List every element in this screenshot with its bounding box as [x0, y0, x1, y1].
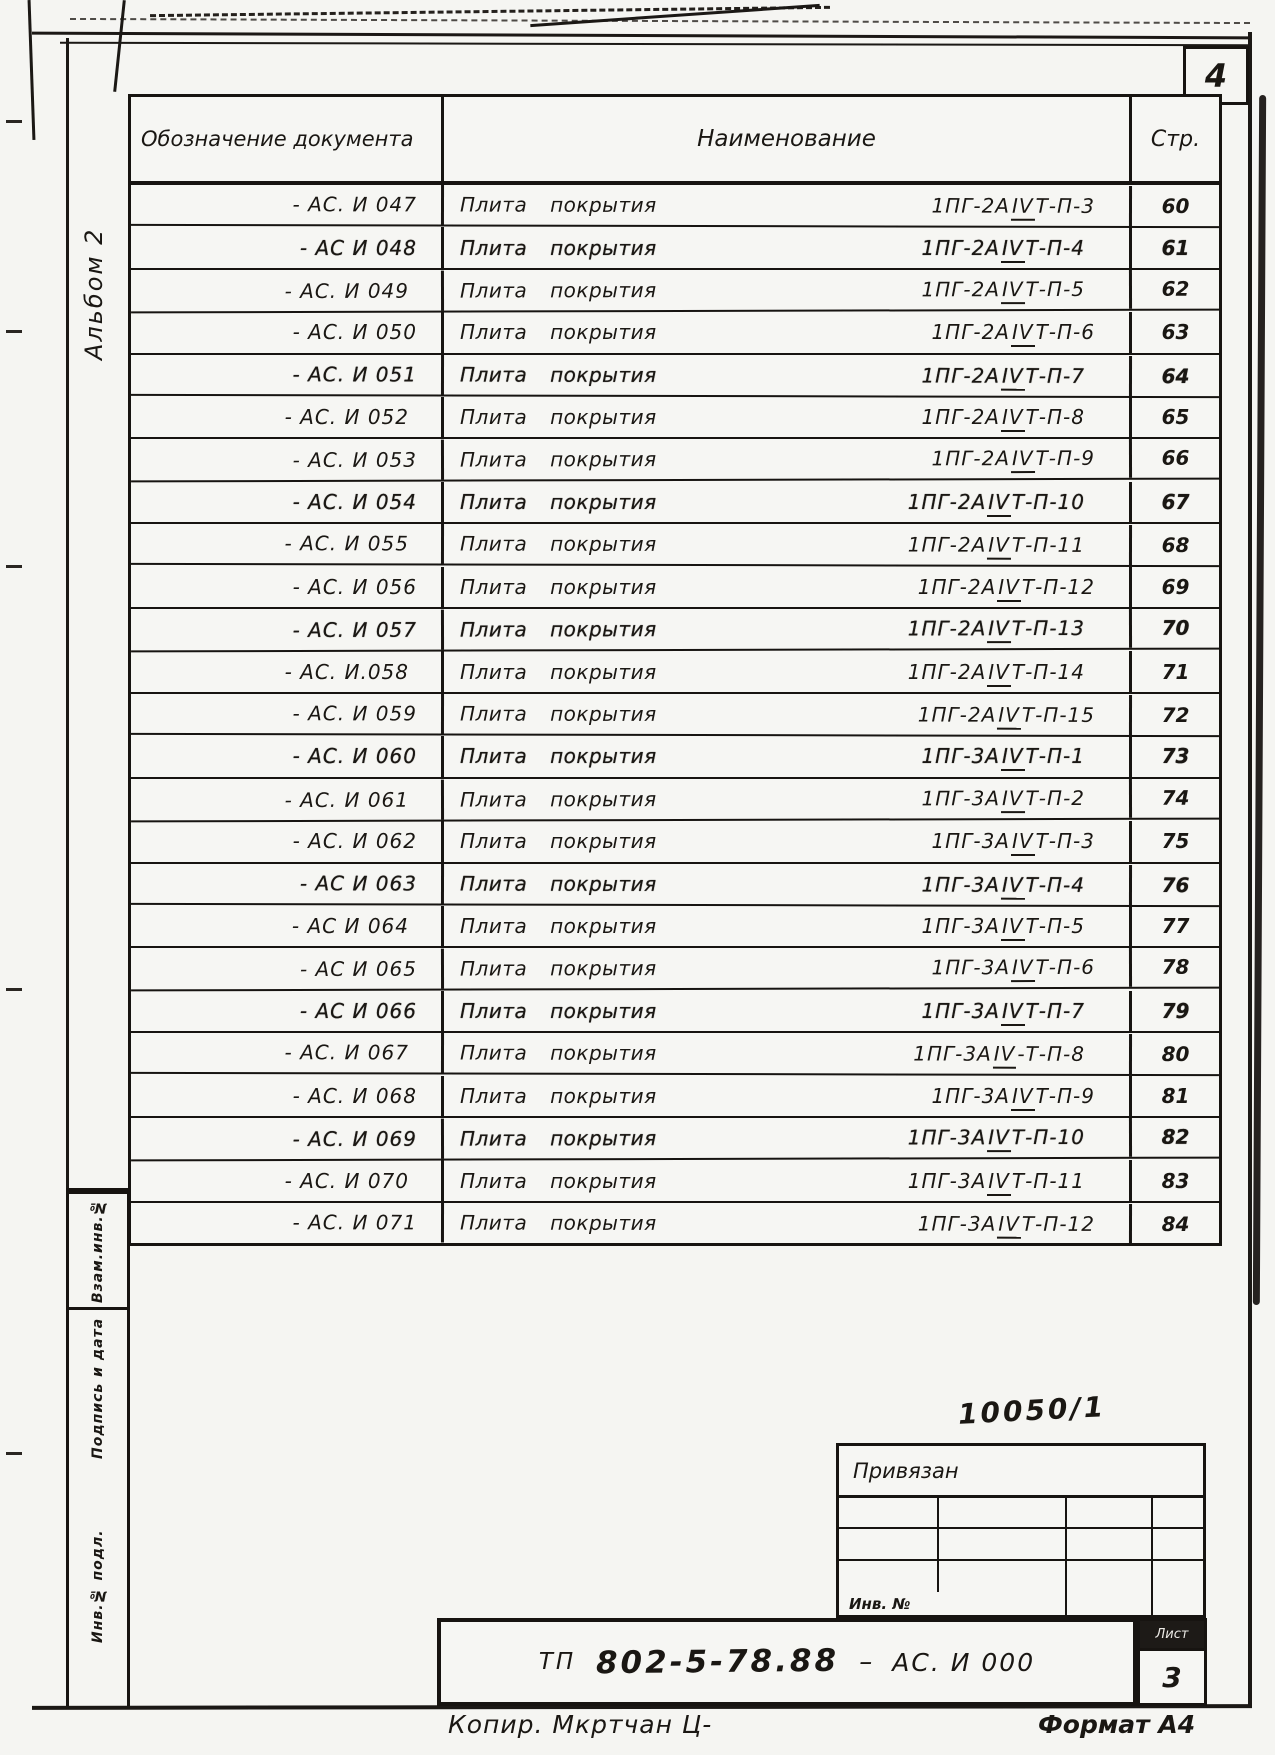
slab-code: 1ПГ-3АIVТ-П-12 — [918, 1211, 1095, 1235]
cell-name — [444, 312, 1132, 352]
cell-name — [444, 185, 1132, 227]
slab-name: Плита покрытия — [460, 998, 657, 1023]
table-row — [131, 268, 1219, 313]
cell-name — [444, 777, 1132, 819]
binding-grid-cell — [939, 1561, 1067, 1592]
footer-copier-note: Копир. Мкртчан Ц- — [448, 1710, 713, 1739]
cell-page: 69 — [1161, 574, 1190, 599]
slab-code: 1ПГ-2АIVТ-П-3 — [931, 194, 1095, 218]
cell-page: 64 — [1161, 363, 1190, 388]
title-doc-number: АС. И 000 — [892, 1647, 1036, 1677]
cell-name — [444, 693, 1132, 735]
slab-code: 1ПГ-3АIVТ-П-6 — [931, 955, 1095, 979]
roman-numeral: IV — [987, 1125, 1011, 1152]
slab-name: Плита покрытия — [459, 1210, 657, 1235]
cell-name — [444, 1076, 1132, 1116]
roman-numeral: IV — [987, 533, 1011, 560]
cell-page: 75 — [1161, 829, 1190, 854]
table-row — [131, 184, 1219, 229]
slab-name: Плита покрытия — [460, 1083, 657, 1108]
binding-grid-cell — [839, 1561, 939, 1592]
table-row — [131, 651, 1219, 693]
roman-numeral: IV — [1001, 277, 1025, 304]
cell-designation: - АС. И 068 — [131, 1076, 444, 1116]
table-row — [131, 482, 1219, 524]
roman-numeral: IV — [1011, 320, 1035, 347]
sheet-number: 3 — [1162, 1660, 1182, 1694]
roman-numeral: IV — [1001, 744, 1025, 771]
binding-grid-cell — [839, 1498, 939, 1529]
cell-page: 76 — [1161, 872, 1190, 897]
cell-name — [444, 482, 1132, 522]
stamp-column — [66, 1188, 130, 1706]
slab-name: Плита покрытия — [459, 617, 657, 642]
table-row — [131, 1160, 1219, 1202]
table-row — [131, 227, 1219, 269]
cell-name — [444, 1117, 1132, 1159]
table-row — [131, 608, 1219, 653]
cell-designation: - АС И 065 — [131, 949, 444, 990]
stamp-cell: Взам.инв.№ — [69, 1191, 127, 1307]
binding-box — [836, 1443, 1206, 1618]
cell-page: 79 — [1161, 998, 1190, 1023]
slab-code: 1ПГ-2А IV Т-П-8 — [921, 405, 1085, 429]
document-index-table — [128, 94, 1222, 1246]
slab-code: 1ПГ-3А IV Т-П-5 — [921, 914, 1085, 938]
cell-name — [444, 651, 1132, 691]
table-row — [131, 438, 1219, 483]
sheet-number-box — [1137, 1618, 1207, 1706]
binding-grid-cell — [939, 1529, 1067, 1560]
slab-code: 1ПГ-2А IV Т-П-4 — [921, 236, 1085, 260]
cell-page: 74 — [1161, 785, 1190, 810]
slab-name: Плита покрытия — [459, 362, 657, 387]
binding-grid-cell — [1153, 1529, 1203, 1560]
binding-inv-label: Инв. № — [839, 1592, 1067, 1615]
cell-page: 66 — [1161, 446, 1190, 471]
table-row — [131, 1032, 1219, 1077]
header-cell-designation: Обозначение документа — [131, 97, 444, 181]
frame-line-top-b — [60, 42, 1252, 46]
cell-designation: - АС. И 067 — [131, 1032, 444, 1073]
roman-numeral: IV — [1011, 956, 1035, 983]
table-row — [131, 947, 1219, 992]
stamp-cell: Инв.№ подл. — [90, 1529, 106, 1644]
table-row — [131, 821, 1219, 863]
edge-mark — [6, 988, 22, 991]
slab-code: 1ПГ-2А IV Т-П-12 — [918, 575, 1095, 599]
slab-code: 1ПГ-2А IV Т-П-6 — [931, 320, 1095, 344]
binding-grid-cell — [1153, 1498, 1203, 1529]
cell-name — [444, 438, 1132, 480]
cell-designation: - АС И 063 — [131, 862, 444, 903]
slab-code: 1ПГ-3А IV Т-П-1 — [921, 744, 1085, 768]
slab-code: 1ПГ-3А IV Т-П-7 — [921, 999, 1085, 1023]
roman-numeral: IV — [1001, 872, 1025, 899]
cell-page: 83 — [1161, 1168, 1190, 1193]
slab-code: 1ПГ-2А IV Т-П-10 — [908, 490, 1085, 514]
roman-numeral: IV — [1001, 236, 1025, 263]
cell-page: 65 — [1161, 405, 1190, 430]
frame-line-top-a — [32, 32, 1252, 40]
table-header-row — [131, 97, 1219, 185]
roman-numeral: IV — [1011, 194, 1035, 221]
scan-blotch-right — [1253, 95, 1266, 1305]
table-row — [131, 991, 1219, 1033]
binding-grid-cell — [839, 1529, 939, 1560]
slab-code: 1ПГ-2АIVТ-П-11 — [908, 533, 1085, 557]
edge-mark — [6, 1452, 22, 1455]
cell-designation: - АС И 048 — [131, 227, 444, 267]
cell-name — [444, 863, 1132, 905]
paper-edge-left — [28, 0, 36, 140]
table-row — [131, 523, 1219, 568]
cell-name — [444, 1160, 1132, 1200]
cell-name — [444, 227, 1132, 267]
cell-designation: - АС. И 056 — [131, 567, 444, 607]
slab-code: 1ПГ-2АIVТ-П-7 — [921, 363, 1085, 387]
table-row — [131, 1202, 1219, 1245]
roman-numeral: IV — [1001, 364, 1025, 391]
cell-page: 84 — [1161, 1211, 1190, 1237]
table-row — [131, 862, 1219, 907]
cell-name — [444, 1202, 1132, 1244]
table-row — [131, 777, 1219, 822]
roman-numeral: IV — [1011, 829, 1035, 856]
roman-numeral: IV — [997, 703, 1021, 730]
title-code: 802-5-78.88 — [596, 1642, 840, 1682]
roman-numeral: IV — [1001, 786, 1025, 813]
slab-code: 1ПГ-3АIVТ-П-4 — [921, 872, 1085, 896]
slab-code: 1ПГ-3АIVТ-П-10 — [908, 1125, 1085, 1149]
slab-name: Плита покрытия — [460, 914, 657, 939]
cell-name — [444, 1033, 1132, 1075]
title-block — [437, 1618, 1137, 1706]
slab-code: 1ПГ-3А IV Т-П-3 — [931, 829, 1095, 853]
cell-designation: - АС. И 049 — [131, 270, 444, 311]
cell-page: 62 — [1161, 276, 1190, 301]
slab-name: Плита покрытия — [460, 829, 657, 854]
cell-designation: - АС. И.058 — [131, 651, 444, 691]
slab-name: Плита покрытия — [459, 871, 657, 896]
cell-page: 68 — [1161, 533, 1190, 558]
slab-name: Плита покрытия — [459, 701, 657, 727]
slab-name: Плита покрытия — [459, 1126, 657, 1151]
slab-name: Плита покрытия — [460, 405, 657, 430]
cell-page: 82 — [1161, 1124, 1190, 1149]
cell-page: 77 — [1161, 914, 1190, 939]
edge-mark — [6, 330, 22, 333]
roman-numeral: IV — [987, 490, 1011, 517]
cell-designation: - АС. И 053 — [131, 440, 444, 481]
cell-page: 60 — [1161, 194, 1190, 219]
cell-name — [444, 608, 1132, 650]
table-row — [131, 1117, 1219, 1162]
edge-mark — [6, 565, 22, 568]
cell-name — [444, 821, 1132, 861]
roman-numeral: IV — [1001, 914, 1025, 941]
cell-name — [444, 991, 1132, 1031]
title-dash: – — [859, 1647, 873, 1677]
table-rows — [131, 185, 1219, 1243]
slab-name: Плита покрытия — [460, 744, 657, 769]
binding-grid-cell — [1153, 1561, 1203, 1592]
binding-bottom-row — [839, 1592, 1203, 1615]
edge-mark — [6, 120, 22, 123]
table-row — [131, 353, 1219, 398]
cell-name — [444, 567, 1132, 607]
binding-grid — [839, 1498, 1203, 1592]
cell-page: 61 — [1161, 235, 1190, 260]
slab-code: 1ПГ-2АIVТ-П-5 — [921, 277, 1085, 301]
table-row — [131, 693, 1219, 738]
cell-name — [444, 906, 1132, 946]
cell-name — [444, 947, 1132, 989]
cell-page: 80 — [1161, 1042, 1190, 1067]
slab-name: Плита покрытия — [460, 320, 657, 345]
slab-name: Плита покрытия — [459, 532, 657, 557]
slab-code: 1ПГ-3АIVТ-П-2 — [921, 786, 1085, 810]
slab-name: Плита покрытия — [459, 278, 657, 303]
cell-name — [444, 269, 1132, 311]
slab-name: Плита покрытия — [460, 659, 657, 684]
cell-page: 70 — [1161, 615, 1190, 640]
slab-code: 1ПГ-3А IV Т-П-9 — [931, 1084, 1095, 1108]
sheet-label: Лист — [1140, 1621, 1204, 1651]
cell-designation: - АС. И 060 — [131, 736, 444, 776]
roman-numeral: IV — [1001, 405, 1025, 432]
slab-name: Плита покрытия — [460, 1168, 657, 1193]
cell-designation: - АС. И 052 — [131, 397, 444, 437]
slab-code: 1ПГ-2АIVТ-П-9 — [931, 447, 1095, 471]
binding-grid-cell — [1067, 1561, 1153, 1592]
binding-grid-cell — [1067, 1498, 1153, 1529]
roman-numeral: IV — [993, 1042, 1017, 1069]
cell-designation: - АС. И 070 — [131, 1160, 444, 1200]
cell-designation: - АС И 066 — [131, 991, 444, 1031]
cell-page: 81 — [1161, 1083, 1190, 1108]
frame-line-right — [1248, 32, 1252, 1708]
slab-name: Плита покрытия — [459, 786, 657, 812]
table-row — [131, 1076, 1219, 1118]
roman-numeral: IV — [987, 1169, 1011, 1196]
cell-designation: - АС. И 069 — [131, 1119, 444, 1160]
cell-designation: - АС. И 047 — [131, 184, 444, 225]
slab-code: 1ПГ-3АIV-Т-П-8 — [913, 1042, 1085, 1066]
cell-designation: - АС. И 054 — [131, 482, 444, 522]
inventory-handwritten-number: 10050/1 — [957, 1390, 1107, 1431]
title-prefix: ТП — [538, 1649, 577, 1675]
table-row — [131, 906, 1219, 948]
table-row — [131, 567, 1219, 609]
cell-page: 71 — [1161, 659, 1190, 684]
cell-name — [444, 736, 1132, 776]
slab-code: 1ПГ-2АIVТ-П-15 — [918, 703, 1095, 727]
slab-name: Плита покрытия — [459, 956, 657, 982]
stamp-cell: Подпись и дата — [69, 1307, 127, 1467]
cell-designation: - АС. И 055 — [131, 523, 444, 564]
slab-name: Плита покрытия — [460, 574, 657, 599]
roman-numeral: IV — [987, 660, 1011, 687]
slab-code: 1ПГ-3А IV Т-П-11 — [908, 1169, 1085, 1193]
binding-grid-cell — [1067, 1529, 1153, 1560]
cell-designation: - АС. И 051 — [131, 353, 444, 394]
roman-numeral: IV — [997, 1212, 1021, 1239]
cell-designation: - АС. И 057 — [131, 610, 444, 651]
cell-designation: - АС. И 062 — [131, 821, 444, 861]
roman-numeral: IV — [1011, 1084, 1035, 1111]
cell-designation: - АС. И 071 — [131, 1202, 444, 1243]
cell-page: 63 — [1161, 320, 1190, 345]
corner-scratch-vertical — [113, 0, 126, 92]
binding-grid-cell — [939, 1498, 1067, 1529]
table-row — [131, 397, 1219, 439]
album-annotation: Альбом 2 — [80, 227, 108, 360]
table-row — [131, 312, 1219, 354]
footer-format-note: Формат А4 — [1038, 1710, 1196, 1739]
slab-code: 1ПГ-2А IV Т-П-14 — [908, 660, 1085, 684]
roman-numeral: IV — [987, 616, 1011, 643]
cell-designation: - АС. И 059 — [131, 693, 444, 734]
cell-page: 78 — [1161, 955, 1190, 980]
binding-empty-cell — [1153, 1592, 1203, 1615]
cell-designation: - АС И 064 — [131, 906, 444, 946]
roman-numeral: IV — [1001, 999, 1025, 1026]
cell-designation: - АС. И 050 — [131, 312, 444, 352]
cell-designation: - АС. И 061 — [131, 779, 444, 820]
scan-scratch-top-2 — [70, 18, 1250, 24]
header-cell-page: Стр. — [1150, 126, 1201, 152]
binding-empty-cell — [1067, 1592, 1153, 1615]
slab-name: Плита покрытия — [459, 447, 657, 473]
cell-name — [444, 354, 1132, 396]
slab-name: Плита покрытия — [459, 192, 657, 218]
cell-name — [444, 524, 1132, 566]
header-cell-name: Наименование — [444, 97, 1132, 181]
slab-code: 1ПГ-2АIVТ-П-13 — [908, 616, 1085, 640]
cell-page: 73 — [1161, 744, 1190, 769]
table-row — [131, 736, 1219, 778]
slab-name: Плита покрытия — [459, 1040, 657, 1066]
cell-name — [444, 397, 1132, 437]
slab-name: Плита покрытия — [460, 490, 657, 515]
roman-numeral: IV — [1011, 447, 1035, 474]
roman-numeral: IV — [997, 575, 1021, 602]
slab-name: Плита покрытия — [460, 235, 657, 260]
cell-page: 67 — [1161, 490, 1190, 515]
binding-title: Привязан — [839, 1446, 1203, 1498]
cell-page: 72 — [1161, 703, 1190, 728]
page-number: 4 — [1204, 56, 1228, 95]
